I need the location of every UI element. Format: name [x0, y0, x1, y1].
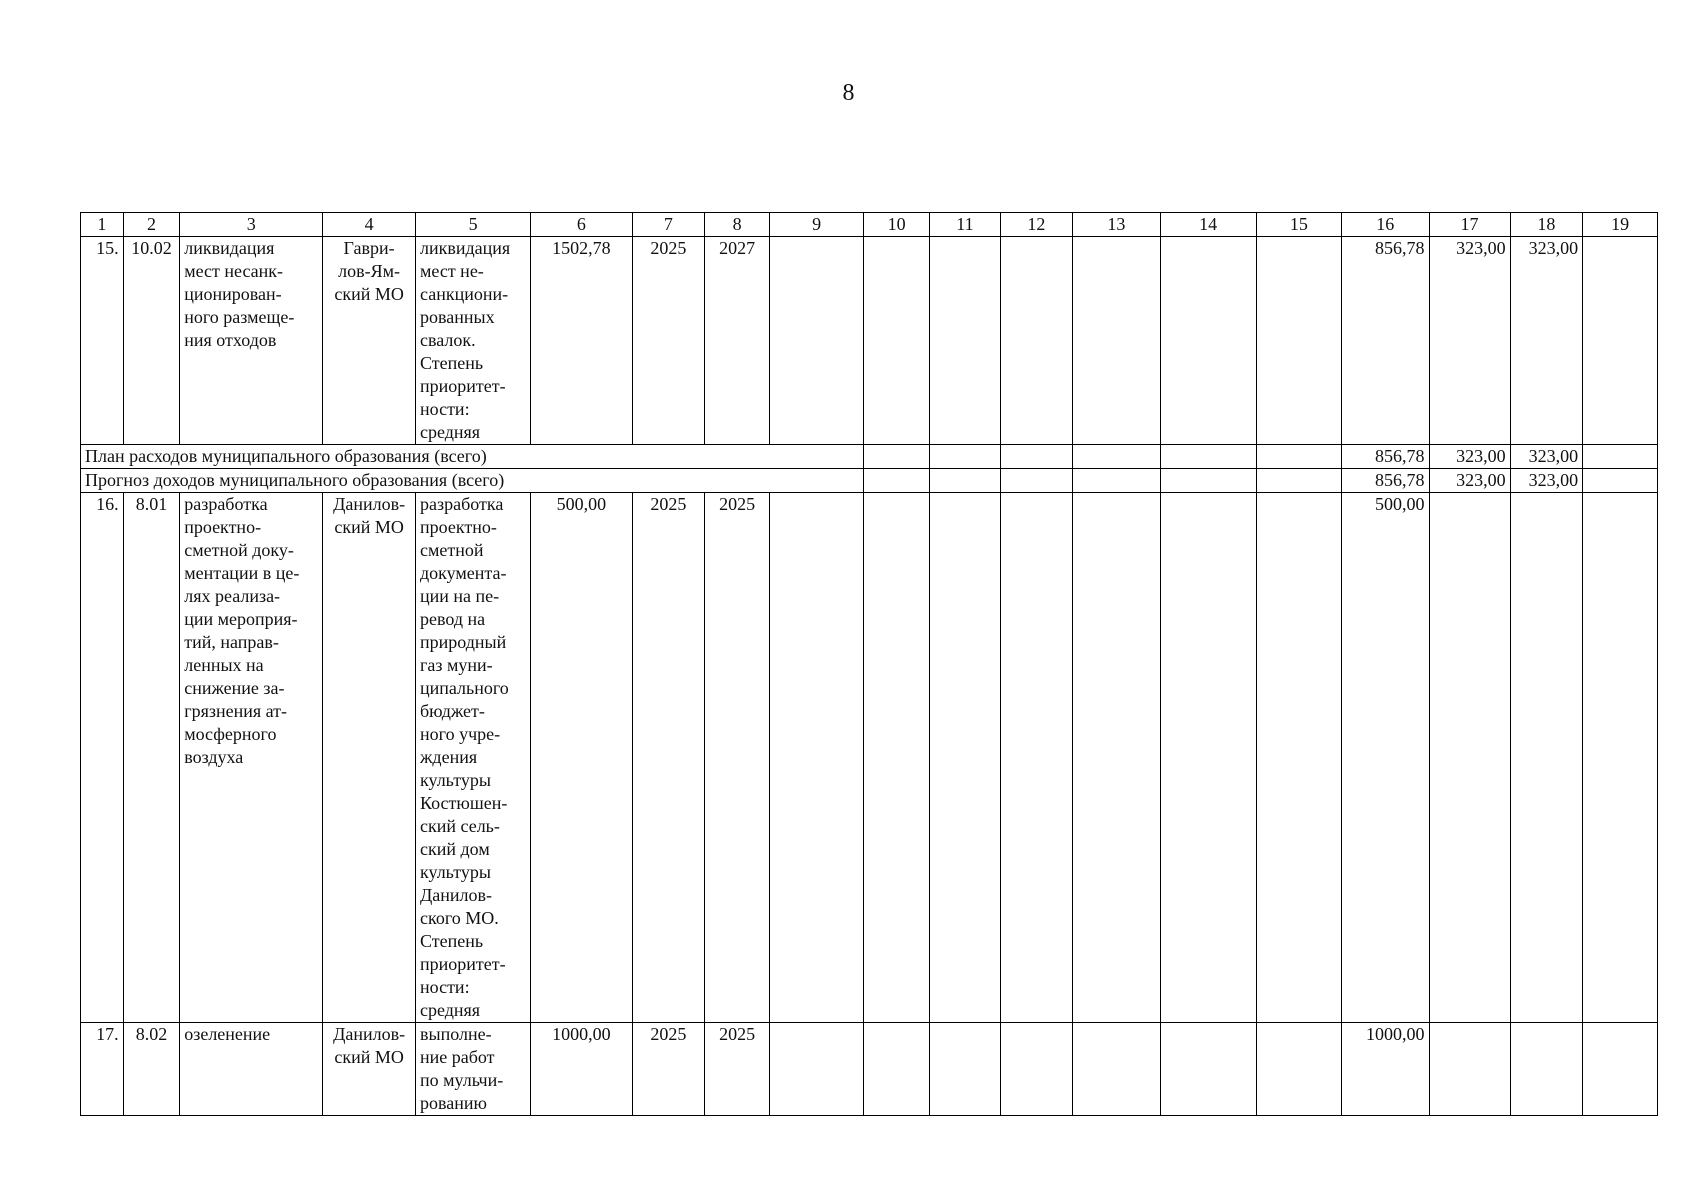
municipality: Гаври- лов-Ям- ский МО: [323, 237, 416, 445]
amount-col17: 323,00: [1429, 237, 1510, 445]
measure-code: 8.02: [123, 1023, 180, 1116]
budget-table: [80, 212, 1658, 1116]
empty-cell: [1160, 445, 1256, 469]
empty-cell: [1073, 493, 1160, 1023]
amount-col17: 323,00: [1429, 469, 1510, 493]
column-header: 17: [1429, 213, 1510, 237]
amount-col18: 323,00: [1510, 445, 1583, 469]
municipality: Данилов- ский МО: [323, 493, 416, 1023]
end-year: 2027: [705, 237, 770, 445]
start-year: 2025: [632, 493, 705, 1023]
column-header: 3: [180, 213, 323, 237]
empty-cell: [864, 469, 930, 493]
measure-code: 10.02: [123, 237, 180, 445]
amount-col17: [1429, 493, 1510, 1023]
empty-cell: [930, 1023, 1000, 1116]
column-header: 14: [1160, 213, 1256, 237]
total-cost: 1502,78: [531, 237, 632, 445]
measure-code: 8.01: [123, 493, 180, 1023]
row-number: 15.: [81, 237, 124, 445]
summary-row-expenses: [81, 445, 1658, 469]
summary-label: Прогноз доходов муниципального образования (всего): [81, 469, 864, 493]
measure-name: разработка проектно- сметной доку- ментации в це- лях реализа- ции мероприя- тий, направ- ленных на снижение за- грязнения ат- мосферного воздуха: [180, 493, 323, 1023]
amount-col16: 500,00: [1342, 493, 1429, 1023]
page-number: 8: [842, 80, 855, 106]
empty-cell: [1583, 445, 1658, 469]
amount-col18: [1510, 493, 1583, 1023]
empty-cell: [1160, 237, 1256, 445]
empty-cell: [770, 493, 864, 1023]
empty-cell: [1000, 493, 1073, 1023]
measure-description: ликвидация мест не- санкциони- рованных свалок. Степень приоритет- ности: средняя: [416, 237, 531, 445]
start-year: 2025: [632, 1023, 705, 1116]
column-header: 5: [416, 213, 531, 237]
empty-cell: [770, 1023, 864, 1116]
empty-cell: [1583, 469, 1658, 493]
empty-cell: [1073, 469, 1160, 493]
amount-col18: 323,00: [1510, 469, 1583, 493]
empty-cell: [1583, 493, 1658, 1023]
empty-cell: [1073, 237, 1160, 445]
municipality: Данилов- ский МО: [323, 1023, 416, 1116]
start-year: 2025: [632, 237, 705, 445]
empty-cell: [1256, 445, 1341, 469]
amount-col16: 856,78: [1342, 445, 1429, 469]
empty-cell: [1000, 237, 1073, 445]
empty-cell: [1160, 493, 1256, 1023]
column-number-row: [81, 213, 1658, 237]
measure-description: разработка проектно- сметной документа- ции на пе- ревод на природный газ муни- ципального бюджет- ного учре- ждения культуры Костюшен- ский сель- ский дом культуры Данилов- ского МО. Степень приоритет- ности: средняя: [416, 493, 531, 1023]
column-header: 12: [1000, 213, 1073, 237]
amount-col16: 856,78: [1342, 469, 1429, 493]
amount-col17: [1429, 1023, 1510, 1116]
column-header: 8: [705, 213, 770, 237]
column-header: 6: [531, 213, 632, 237]
amount-col16: 856,78: [1342, 237, 1429, 445]
amount-col16: 1000,00: [1342, 1023, 1429, 1116]
measure-name: ликвидация мест несанк- ционирован- ного размеще- ния отходов: [180, 237, 323, 445]
empty-cell: [1160, 469, 1256, 493]
total-cost: 500,00: [531, 493, 632, 1023]
column-header: 4: [323, 213, 416, 237]
empty-cell: [1256, 469, 1341, 493]
row-number: 16.: [81, 493, 124, 1023]
empty-cell: [930, 445, 1000, 469]
summary-row-revenue: [81, 469, 1658, 493]
column-header: 2: [123, 213, 180, 237]
measure-description: выполне- ние работ по мульчи- рованию: [416, 1023, 531, 1116]
end-year: 2025: [705, 493, 770, 1023]
empty-cell: [930, 237, 1000, 445]
empty-cell: [1256, 1023, 1341, 1116]
column-header: 18: [1510, 213, 1583, 237]
empty-cell: [864, 237, 930, 445]
empty-cell: [1000, 1023, 1073, 1116]
table-row: [81, 237, 1658, 445]
empty-cell: [1000, 445, 1073, 469]
column-header: 13: [1073, 213, 1160, 237]
total-cost: 1000,00: [531, 1023, 632, 1116]
empty-cell: [1073, 445, 1160, 469]
summary-label: План расходов муниципального образования (всего): [81, 445, 864, 469]
column-header: 10: [864, 213, 930, 237]
table-row: [81, 493, 1658, 1023]
empty-cell: [1073, 1023, 1160, 1116]
empty-cell: [1583, 237, 1658, 445]
empty-cell: [1160, 1023, 1256, 1116]
empty-cell: [930, 469, 1000, 493]
empty-cell: [770, 237, 864, 445]
amount-col18: [1510, 1023, 1583, 1116]
column-header: 19: [1583, 213, 1658, 237]
column-header: 16: [1342, 213, 1429, 237]
column-header: 1: [81, 213, 124, 237]
empty-cell: [864, 445, 930, 469]
amount-col18: 323,00: [1510, 237, 1583, 445]
empty-cell: [1000, 469, 1073, 493]
column-header: 7: [632, 213, 705, 237]
empty-cell: [864, 493, 930, 1023]
column-header: 15: [1256, 213, 1341, 237]
column-header: 11: [930, 213, 1000, 237]
empty-cell: [930, 493, 1000, 1023]
row-number: 17.: [81, 1023, 124, 1116]
empty-cell: [864, 1023, 930, 1116]
measure-name: озеленение: [180, 1023, 323, 1116]
amount-col17: 323,00: [1429, 445, 1510, 469]
column-header: 9: [770, 213, 864, 237]
table-row: [81, 1023, 1658, 1116]
end-year: 2025: [705, 1023, 770, 1116]
empty-cell: [1256, 493, 1341, 1023]
empty-cell: [1583, 1023, 1658, 1116]
empty-cell: [1256, 237, 1341, 445]
